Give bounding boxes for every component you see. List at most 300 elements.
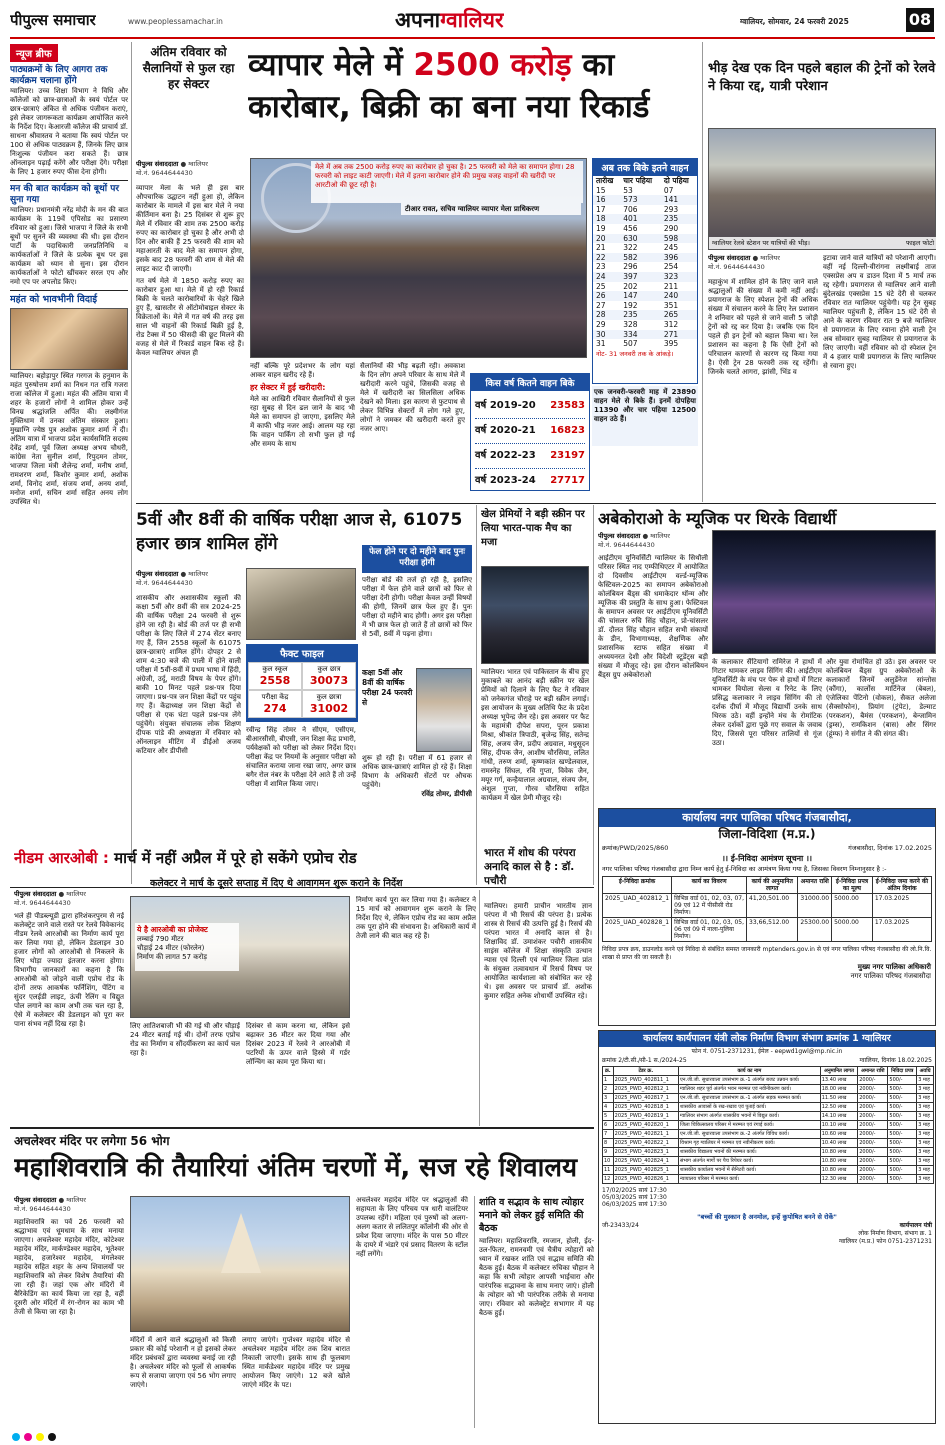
shiv-body-col1: महाशिवरात्रि का पर्व 26 फरवरी को श्रद्धाभाव एवं धूमधाम के साथ मनाया जाएगा। अचलेश्वर महादेव मंदिर, कोटेश्वर महादेव मंदिर, मार्कण्डेश्वर महादेव, भूतेश्वर महादेव, हजारेश्वर महादेव, मंगलेश्वर महादेव सहित शहर के अन्य शिवालयों पर महाशिवरात्रि को लेकर विशेष तैयारियां की जा रही हैं। जहां एक ओर मंदिरों में बैरिकेडिंग का कार्य किया जा रहा है, वहीं दूसरी ओर मंदिरों में रंग-रोगन का काम भी तेजी से किया जा रहा है। [14, 1218, 124, 1316]
year-value: 27717 [550, 475, 585, 486]
nagar-header: कार्य का विवरण [672, 877, 747, 894]
sales-cell: 24 [596, 271, 606, 281]
sales-row [593, 291, 697, 301]
pwd-cell: 3 माह [917, 1085, 934, 1094]
sales-cell: 296 [623, 262, 638, 272]
pwd-cell: 3 माह [917, 1076, 934, 1085]
sales-cell: 18 [596, 214, 606, 224]
pwd-header: टेंडर क्र. [613, 1067, 678, 1076]
masthead-rule [10, 37, 935, 39]
exam-box-headline: फेल होने पर दो महीने बाद पुनः परीक्षा होगी [362, 545, 472, 573]
sales-cell: 271 [663, 329, 679, 339]
fact-file-box: फैक्ट फाइल कुल स्कूल 2558 कुल छात्र 30073 परीक्षा केंद्र 274 कुल छात्रा 31002 [246, 644, 358, 722]
brief-headline-3: महंत को भावभीनी विदाई [10, 294, 98, 305]
sales-row [593, 205, 697, 215]
pwd-cell: संभाग अंतर्गत मार्गों पर पैच रिपेयर कार्य। [678, 1157, 820, 1166]
fair-body-col3: सैलानियों की भीड़ बढ़ती रही। अवकाश के दिन लोग अपने परिवार के साथ मेले में खरीदारी करने पहुंचे, जिसकी वजह से मेले में खरीदारी का सिलसिला अधिक देखने को मिला। इस कारण से फुटपाथ से लेकर विभिन्न सेक्टरों में लोग गले हुए, लोगों ने जमकर की खरीदारी करते हुए नजर आए। [360, 362, 465, 433]
sales-row [593, 224, 697, 234]
pwd-cell: 14.10 लाख [820, 1112, 857, 1121]
pwd-row [603, 1076, 934, 1085]
fact-label: परीक्षा केंद्र [261, 693, 289, 701]
sales-cell: 20 [596, 233, 606, 243]
pwd-cell: 2000/- [858, 1103, 888, 1112]
music-byline: पीपुल्स संवाददाता ● ग्वालियर मो.नं. 9644644430 [598, 532, 670, 549]
sales-cell: 351 [663, 300, 679, 310]
pwd-cell: शासकीय विद्यालय भवनों की मरम्मत कार्य। [678, 1148, 820, 1157]
shiv-body-col2: मंदिरों में आने वाले श्रद्धालुओं को किसी प्रकार की कोई परेशानी न हो इसको लेकर मंदिर प्रबंधकों द्वारा व्यवस्था बनाई जा रही है। अचलेश्वर मंदिर को फूलों से आकर्षक रूप से सजाया जाएगा एवं 56 भोग लगाए जाएंगे। [130, 1336, 236, 1389]
pwd-cell: 3 माह [917, 1175, 934, 1184]
pwd-cell: 500/- [888, 1103, 917, 1112]
fact-value: 30073 [309, 674, 349, 687]
paper-logo: पीपुल्स समाचार [10, 11, 96, 29]
sales-cell: 26 [596, 291, 606, 301]
shodh-headline: भारत में शोध की परंपरा अनादि काल से है : डॉ. पचौरी [484, 847, 576, 887]
nagar-cell: विभिन्न वार्ड 01, 02, 03, 07, 09 एवं 12 में पीसीसी रोड निर्माण। [672, 894, 747, 918]
registration-mark-black [48, 1433, 56, 1441]
sales-cell: 456 [623, 223, 638, 233]
year-row [475, 419, 585, 444]
pwd-cell: 5 [603, 1112, 614, 1121]
nagar-cell: 5000.00 [832, 894, 873, 918]
pwd-cell: 10.80 लाख [820, 1166, 857, 1175]
pwd-cell: 3 [603, 1094, 614, 1103]
exam-box-body: परीक्षा बोर्ड की तर्ज हो रही है, इसलिए परीक्षा में फेल होने वाले छात्रों को फिर से परीक्षा देनी होगी। परीक्षा केवल उन्हीं विषयों की होगी, जिनमें छात्र फेल हुए हैं। पुनः परीक्षा दो महीने बाद होगी। अगर इस परीक्षा में भी छात्र फेल हो जाते हैं तो छात्रों को फिर से 5वीं, 8वीं में पढ़ना होगा। [362, 576, 472, 638]
pwd-row [603, 1112, 934, 1121]
year-label: वर्ष 2020-21 [475, 425, 536, 436]
pwd-cell: जिला चिकित्सालय परिसर में मरम्मत एवं रंगाई कार्य। [678, 1121, 820, 1130]
train-body-col1: महाकुंभ में शामिल होने के लिए जाने वाले श्रद्धालुओं की संख्या में कमी नहीं आई। प्रयागराज के लिए स्पेशल ट्रेनों की अधिक संख्या में संचालन करने के लिए रेल प्रशासन ने शनिवार को पहले से जाने वाली 5 जोड़ी ट्रेनों को रद्द कर दिया है। जबकि एक दिन पहले ही इन ट्रेनों को बहाल किया था। रेल प्रशासन का कहना है कि ऐसी ट्रेनों को परिचालन कारणों से कारण रद्द किया गया है। ऐसी ट्रेन 28 फरवरी तक रद्द रहेंगी। जिनके चलते आगरा, झांसी, भिंड व [708, 278, 818, 376]
fact-cell [248, 662, 302, 690]
brief-headline-2: मन की बात कार्यक्रम को बूथों पर सुना गया [10, 184, 120, 205]
pwd-cell: 3 माह [917, 1157, 934, 1166]
pwd-cell: 2025_PWD_402820_1 [613, 1121, 678, 1130]
nagar-cell: 5000.00 [832, 918, 873, 942]
pwd-cell: 2000/- [858, 1112, 888, 1121]
nagar-header: कार्य की अनुमानित लागत [747, 877, 798, 894]
nagar-cell: 17.03.2025 [872, 918, 931, 942]
year-label: वर्ष 2023-24 [475, 475, 536, 486]
sales-cell: 53 [623, 185, 633, 195]
pwd-row [603, 1157, 934, 1166]
website: www.peoplessamachar.in [128, 17, 223, 26]
rob-info-box: ये है आरओबी का प्रोजेक्ट लम्बाई 790 मीटर चौड़ाई 24 मीटर (फोरलेन) निर्माण की लागत 57 करोड़ [135, 923, 239, 971]
sales-row [593, 310, 697, 320]
pwd-cell: 3 माह [917, 1103, 934, 1112]
pwd-cell: 4 [603, 1103, 614, 1112]
year-value: 16823 [550, 425, 585, 436]
needam-headline: नीडम आरओबी : मार्च में नहीं अप्रैल में पूरे हो सकेंगे एप्रोच रोड [14, 849, 357, 867]
pwd-cell: 2000/- [858, 1130, 888, 1139]
sales-cell: 395 [663, 339, 679, 349]
fair-headline: व्यापार मेले में 2500 करोड़ का कारोबार, बिक्री का बना नया रिकार्ड [248, 47, 650, 125]
fact-cell [302, 690, 356, 718]
sales-cell: 396 [663, 252, 679, 262]
exam-body-col2: रवीन्द्र सिंह तोमर ने सीएम, एसीएम, बीआरसीसी, बीएसी, जन शिक्षा केंद्र प्रभारी, पर्यवेक्षकों को परीक्षा को लेकर निर्देश दिए। परीक्षा केंद्र पर नियमों के अनुसार परीक्षा को संचालित कराया जाना रखा जाए, अगर छात्र बगैर रोल नंबर के परीक्षा देने आते हैं तो उन्हें परीक्षा में शामिल किया जाए। [246, 726, 356, 788]
sales-footnote: एक जनवरी-फरवरी माह में 23890 वाहन मेले से बिके हैं। इनमें दोपहिया 11390 और चार पहिया 12500 वाहन उठे हैं। [592, 386, 698, 446]
fair-crowd-photo [250, 158, 587, 358]
music-headline: अबेकोराओ के म्यूजिक पर थिरके विद्यार्थी [598, 509, 837, 528]
sales-cell: 323 [663, 271, 679, 281]
pwd-tender-table [602, 1066, 934, 1184]
fact-label: कुल छात्र [317, 665, 341, 673]
sales-row [593, 234, 697, 244]
pwd-cell: 18.00 लाख [820, 1085, 857, 1094]
pwd-header: अवधि [917, 1067, 934, 1076]
pwd-cell: 10 [603, 1157, 614, 1166]
vehicle-sales-table: अब तक बिके इतने वाहन तारीख चार पहिया दो पहिया 15 53 07 16 573 141 17 706 293 18 401 235 19 456 290 20 630 598 21 322 245 22 582 396 23 296 254 24 397 323 25 202 211 26 147 240 27 192 351 28 235 265 29 328 312 30 334 271 31 507 395 नोट- 31 जनवरी तक के आंकड़े। [592, 158, 698, 384]
pwd-row [603, 1103, 934, 1112]
sales-row [593, 320, 697, 330]
needam-body-col1: भले ही पीडब्ल्यूडी द्वारा हरिशंकरपुरम से नई कलेक्ट्रेट जाने वाले रास्ते पर रेलवे विवेकानंद नीडम रेलवे आरओबी का निर्माण कार्य पूरा कर लिया गया हो, लेकिन डेडलाइन 30 हजार लोगों को आरओबी से निकलने के लिए थोड़ा ज्यादा इंतजार करना होगा। विभागीय जानकारों का कहना है कि आरओबी को जोड़ने वाली एप्रोच रोड के दोनों तरफ आकर्षक फर्निशिंग, पेंटिंग व सुंदर एलईडी लाइट, ऊंची रेलिंग व विद्युत पोल लगाने का काम अभी तक चल रहा है, ऐसे में कलेक्टर की डेडलाइन को पूरा कर पाना संभव नहीं दिख रहा है। [14, 912, 124, 1028]
nagar-cell: विभिन्न वार्ड 01, 02, 03, 05, 06 एवं 09 में नाला-पुलिया निर्माण। [672, 918, 747, 942]
pwd-cell: 2025_PWD_402821_1 [613, 1130, 678, 1139]
shiv-headline: महाशिवरात्रि की तैयारियां अंतिम चरणों में, सज रहे शिवालय [14, 1153, 578, 1183]
sales-cell: 23 [596, 262, 606, 272]
nagar-cell: 17.03.2025 [872, 894, 931, 918]
pwd-cell: 2025_PWD_402823_1 [613, 1148, 678, 1157]
pwd-cell: 2025_PWD_402818_1 [613, 1103, 678, 1112]
sales-cell: 147 [623, 291, 638, 301]
train-photo-caption: ग्वालियर रेलवे स्टेशन पर यात्रियों की भीड़। [712, 239, 810, 247]
fair-body-col1: व्यापार मेला के भले ही इस बार औपचारिक उद्घाटन नहीं हुआ हो, लेकिन कारोबार के मामले में इस बार मेले ने नया कीर्तिमान बना है। 25 दिसंबर से शुरू हुए मेले में रविवार की शाम तक 2500 करोड़ रुपए का कारोबार हो चुका है और अभी दो दिन और बाकी हैं 25 फरवरी की शाम को महाआरती के बाद मेले का समापन होगा, इसके बाद 28 फरवरी की शाम से मेले की लाइट काट दी जाएगी। गत वर्ष मेले में 1850 करोड़ रुपए का कारोबार हुआ था। मेले में हो रही रिकार्ड बिक्री के चलते कारोबारियों के चेहरे खिले हुए हैं, खासतौर से ऑटोमोबाइल सेक्टर के विक्रेताओं के। मेले में गत वर्ष की तरह इस साल भी वाहनों की रिकार्ड बिक्री हुई है, रोड टैक्स में 50 फीसदी की छूट मिलने की वजह से मेले में रिकार्ड वाहन बिक रहे हैं। केवल ग्वालियर अंचल ही [136, 184, 244, 357]
brief-text-2: ग्वालियर। प्रधानमंत्री नरेंद्र मोदी के मन की बात कार्यक्रम के 119वें एपिसोड का प्रसारण रविवार को हुआ। जिसे भाजपा ने जिले के सभी बूथों पर सुनने की व्यवस्था की थी। इस दौरान पार्टी के पदाधिकारी जनप्रतिनिधि व कार्यकर्ताओं ने जिले के प्रत्येक बूथ पर इस कार्यक्रम को ध्यान से सुना। इस दौरान कार्यकर्ताओं ने फोटो खींचकर सरल एप और नमो एप पर अपलोड किए। [10, 206, 128, 286]
pwd-office: कार्यालय कार्यपालन यंत्री लोक निर्माण विभाग संभाग क्रमांक 1 ग्वालियर [599, 1031, 935, 1047]
pwd-cell: 3 माह [917, 1166, 934, 1175]
pwd-cell: 13.40 लाख [820, 1076, 857, 1085]
sales-cell: 15 [596, 185, 606, 195]
yearly-sales-box: किस वर्ष कितने वाहन बिके वर्ष 2019-20 23583 वर्ष 2020-21 16823 वर्ष 2022-23 23197 वर्ष 2023-24 27717 [470, 373, 590, 491]
pwd-cell: 2025_PWD_402822_1 [613, 1139, 678, 1148]
pwd-cell: 2000/- [858, 1076, 888, 1085]
sales-cell: 401 [623, 214, 638, 224]
sales-cell: 192 [623, 300, 638, 310]
pwd-cell: 12 [603, 1175, 614, 1184]
sales-cell: 507 [623, 339, 638, 349]
pwd-cell: 12.30 लाख [820, 1175, 857, 1184]
pwd-cell: 10.40 लाख [820, 1139, 857, 1148]
pwd-cell: एन.जी.जी. सुधारवाला उपसंभाग क्र.-2 अंतर्गत विविध कार्य। [678, 1130, 820, 1139]
fair-caption: मेले में अब तक 2500 करोड़ रुपए का कारोबार हो चुका है। 25 फरवरी को मेले का समापन होगा। 28 फरवरी को लाइट काटी जाएगी। मेले में इतना कारोबार होने की प्रमुख वजह वाहनों की खरीदी पर आरटीओ की छूट रही है। [311, 161, 583, 203]
pwd-cell: 2000/- [858, 1094, 888, 1103]
pwd-cell: 3 माह [917, 1139, 934, 1148]
pwd-cell: 1 [603, 1076, 614, 1085]
pwd-cell: 500/- [888, 1157, 917, 1166]
pwd-cell: 2000/- [858, 1139, 888, 1148]
pwd-cell: 2025_PWD_402817_1 [613, 1094, 678, 1103]
fact-value: 2558 [259, 674, 291, 687]
nagar-header: ई-निविदा प्रपत्र का मूल्य [832, 877, 873, 894]
sales-cell: 293 [663, 204, 679, 214]
sales-cell: 312 [663, 319, 679, 329]
exam-quote-body: शुरू हो रही है। परीक्षा में 61 हजार से अधिक छात्र-छात्राएं शामिल हो रहे हैं। शिक्षा विभाग के अधिकारी सेंटरों पर औचक पहुंचेंगे। रविंद्र तोमर, डीपीसी [362, 754, 472, 798]
fact-value: 274 [263, 702, 287, 715]
shiv-body-col4: अचलेश्वर महादेव मंदिर पर श्रद्धालुओं की सहायता के लिए परिचय पत्र धारी वालंटियर उपलब्ध रहेंगे। महिला एवं पुरुषों को अलग-अलग कतार से ललितपुर कॉलोनी की ओर से प्रवेश दिया जाएगा। मंदिर के पास 50 मीटर के दायरे में भंडारे एवं प्रसाद वितरण के स्टॉल नहीं लगेंगे। [356, 1196, 468, 1258]
sales-cell: 07 [663, 185, 674, 195]
sales-cell: 27 [596, 300, 606, 310]
fact-value: 31002 [309, 702, 349, 715]
fair-kicker: अंतिम रविवार को सैलानियों से फुल रहा हर सेक्टर [142, 45, 235, 91]
sales-cell: 22 [596, 252, 606, 262]
fact-label: कुल स्कूल [262, 665, 288, 673]
temple-photo [130, 1196, 350, 1332]
pwd-cell: 2000/- [858, 1148, 888, 1157]
year-row [475, 469, 585, 491]
sales-cell: 573 [623, 195, 638, 205]
nagar-office: कार्यालय नगर पालिका परिषद गंजबासौदा, [599, 809, 935, 827]
brief-headline-1: पाठ्यक्रमों के लिए आगरा तक कार्यक्रम चलाना होंगे [10, 65, 108, 86]
sales-row [593, 262, 697, 272]
sales-row [593, 339, 697, 349]
sales-row [593, 301, 697, 311]
sales-cell: 25 [596, 281, 606, 291]
pwd-cell: 500/- [888, 1094, 917, 1103]
pwd-cell: एन.जी.जी. सुधारवाला उपसंभाग क्र.-1 अंतर्गत बजट उन्नयन कार्य। [678, 1076, 820, 1085]
pwd-row [603, 1121, 934, 1130]
nagar-cell: 41,20,501.00 [747, 894, 798, 918]
sales-cell: 397 [623, 271, 638, 281]
pwd-cell: 2025_PWD_402811_1 [613, 1076, 678, 1085]
pwd-date: 06/03/2025 सायं 17:30 [602, 1201, 667, 1208]
pwd-header: कार्य का नाम [678, 1067, 820, 1076]
sales-row [593, 186, 697, 196]
pwd-header: अमानत राशि [858, 1067, 888, 1076]
pwd-cell: 10.60 लाख [820, 1130, 857, 1139]
needam-body-col2: लिए आतिशबाजी भी की गई थी और चौड़ाई 24 मीटर बताई गई थी। दोनों तरफ एप्रोच रोड का निर्माण व सौंदर्यीकरण का कार्य चल रहा है। [130, 1022, 240, 1057]
sales-cell: 265 [663, 310, 679, 320]
year-value: 23583 [550, 400, 585, 411]
needam-byline: पीपुल्स संवाददाता ● ग्वालियर मो.नं. 9644644430 [14, 890, 86, 907]
sales-cell: 235 [663, 214, 679, 224]
nagar-cell: 31000.00 [798, 894, 832, 918]
pwd-cell: न्यायालय परिसर में मरम्मत कार्य। [678, 1175, 820, 1184]
pwd-cell: 500/- [888, 1166, 917, 1175]
pwd-row [603, 1130, 934, 1139]
sales-cell: 141 [663, 195, 679, 205]
pwd-cell: 12.50 लाख [820, 1103, 857, 1112]
cricket-headline: खेल प्रेमियों ने बड़ी स्क्रीन पर लिया भारत-पाक मैच का मजा [481, 509, 585, 548]
train-byline: पीपुल्स संवाददाता ● ग्वालियर मो.नं. 9644644430 [708, 254, 780, 271]
sales-row [593, 272, 697, 282]
train-headline: भीड़ देख एक दिन पहले बहाल की ट्रेनों को रेलवे ने किया रद्द, यात्री परेशान [708, 61, 936, 94]
registration-mark-yellow [36, 1433, 44, 1441]
pwd-cell: 2025_PWD_402812_1 [613, 1085, 678, 1094]
sales-cell: 598 [663, 233, 679, 243]
nagar-district: जिला-विदिशा (म.प्र.) [718, 827, 816, 841]
pwd-cell: 3 माह [917, 1121, 934, 1130]
concert-photo [712, 530, 936, 654]
pwd-row [603, 1139, 934, 1148]
page-number: 08 [906, 8, 934, 32]
pwd-cell: 6 [603, 1121, 614, 1130]
sales-cell: 240 [663, 291, 679, 301]
sales-cell: 582 [623, 252, 638, 262]
pwd-date: 05/03/2025 सायं 17:30 [602, 1194, 667, 1201]
pwd-header: निविदा प्रपत्र [888, 1067, 917, 1076]
sales-cell: 328 [623, 319, 638, 329]
music-body-col2: के कलाकार सैंटियागो रामिरेज ने हाथों में गिटार थामकर लाइव सिंगिंग की। आईटीएम यूनिवर्सिटी के मंच पर पेरू से हाथों में गिटार थामकर वियोला सेल्स व रिनेट के लिए प्रसिद्ध कलाकार ने लाइव सिंगिंग की तो दर्शक दीर्घा में मौजूद विद्यार्थी उनके साथ थिरक उठे। वहीं इन्होंने मंच के रोमांटिक लेकर दर्शकों द्वारा पूछे गए सवाल के जवाब दिए, जिससे पूरा परिसर तालियों से गूंज उठा। [712, 658, 822, 747]
needam-subhead: कलेक्टर ने मार्च के दूसरे सप्ताह में दिए थे आवागमन शुरू कराने के निर्देश [150, 878, 403, 889]
nagar-header: ई-निविदा जमा करने की अंतिम दिनांक [872, 877, 931, 894]
pwd-cell: 7 [603, 1130, 614, 1139]
pwd-cell: विश्राम गृह ग्वालियर में मरम्मत एवं नवीनीकरण कार्य। [678, 1139, 820, 1148]
cricket-screen-photo [481, 566, 589, 664]
cricket-body: ग्वालियर। भारत एवं पाकिस्तान के बीच हुए मुकाबले का आनंद बड़ी स्क्रीन पर खेल प्रेमियों को दिलाने के लिए फैट ने रविवार को जनेकगंज चौराहे पर बड़ी स्क्रीन लगाई। इस आयोजन के मुख्य अतिथि फैट के प्रदेश अध्यक्ष भूपेन्द्र जैन रहे। इस अवसर पर फैट के महामंत्री दीपेश सपरा, पूरन प्रकाश मिश्रा, श्रीकांत त्रिपाठी, बृजेन्द्र सिंह, सतेन्द्र सिंह, अजय जैन, प्रदीप अग्रवाल, मधुसूदन सिंह, दीपक जैन, आशीष चौरसिया, ललित गांधी, तरुण शर्मा, कृष्णकांत खण्डेलवाल, रामस्नेह सिंघल, रवि गुप्ता, विवेक जैन, मयूर गर्ग, कन्हैयालाल अग्रवाल, संजय जैन, अंशुल गुप्ता, गौरव चौरसिया सहित कार्यक्रम में खेल प्रेमी मौजूद रहे। [481, 668, 589, 802]
pwd-cell: 2 [603, 1085, 614, 1094]
sales-row [593, 243, 697, 253]
exam-headline: 5वीं और 8वीं की वार्षिक परीक्षा आज से, 61075 हजार छात्र शामिल होंगे [136, 510, 463, 554]
pwd-cell: 10.80 लाख [820, 1157, 857, 1166]
pwd-cell: शासकीय आवासों के रख-रखाव एवं पुताई कार्य। [678, 1103, 820, 1112]
shiv-kicker: अचलेश्वर मंदिर पर लगेगा 56 भोग [14, 1134, 170, 1148]
nagar-cell: 2025_UAD_402828_1 [603, 918, 672, 942]
sales-cell: 254 [663, 262, 679, 272]
sales-cell: 245 [663, 243, 679, 253]
pwd-row [603, 1148, 934, 1157]
sales-cell: 17 [596, 204, 606, 214]
sales-cell: 334 [623, 329, 638, 339]
sales-row [593, 253, 697, 263]
pwd-tender-ad: कार्यालय कार्यपालन यंत्री लोक निर्माण विभाग संभाग क्रमांक 1 ग्वालियर फोन नं. 0751-2371231, ईमेल - eepwd1gwl@mp.nic.in क्रमांक 2/टी.सी./सी-1 स./2024-25 ग्वालियर, दिनांक 18.02.2025 क्र. टेंडर क्र. कार्य का नाम अनुमानित लागत अमानत राशि निविदा प्रपत्र अवधि 1 2025_PWD_402811_1 एन.जी.जी. सुधारवाला उपसंभाग क्र.-1 अंतर्गत बजट उन्नयन कार्य। 13.40 लाख 2000/- 500/- 3 माह 2 2025_PWD_402812_1 ग्वालियर शहर पूर्व अंतर्गत भवन मरम्मत एवं नवीनीकरण कार्य। 18.00 लाख 2000/- 500/- 3 माह 3 2025_PWD_402817_1 एन.जी.जी. सुधारवाला उपसंभाग क्र.-1 अंतर्गत सड़क मरम्मत कार्य। 11.50 लाख 2000/- 500/- 3 माह 4 2025_PWD_402818_1 शासकीय आवासों के रख-रखाव एवं पुताई कार्य। 12.50 लाख 2000/- 500/- 3 माह 5 2025_PWD_402819_1 ग्वालियर संभाग अंतर्गत शासकीय भवनों में विद्युत कार्य। 14.10 लाख 2000/- 500/- 3 माह 6 2025_PWD_402820_1 जिला चिकित्सालय परिसर में मरम्मत एवं रंगाई कार्य। 10.10 लाख 2000/- 500/- 3 माह 7 2025_PWD_402821_1 एन.जी.जी. सुधारवाला उपसंभाग क्र.-2 अंतर्गत विविध कार्य। 10.60 लाख 2000/- 500/- 3 माह 8 2025_PWD_402822_1 विश्राम गृह ग्वालियर में मरम्मत एवं नवीनीकरण कार्य। 10.40 लाख 2000/- 500/- 3 माह 9 2025_PWD_402823_1 शासकीय विद्यालय भवनों की मरम्मत कार्य। 10.80 लाख 2000/- 500/- 3 माह 10 2025_PWD_402824_1 संभाग अंतर्गत मार्गों पर पैच रिपेयर कार्य। 10.80 लाख 2000/- 500/- 3 माह 11 2025_PWD_402825_1 शासकीय कार्यालय भवनों में सैनिटरी कार्य। 10.80 लाख 2000/- 500/- 3 माह 12 2025_PWD_402826_1 न्यायालय परिसर में मरम्मत कार्य। 12.30 लाख 2000/- 500/- 3 माह 17/02/2025 सायं 17:30 05/03/2025 सायं 17:30 06/03/2025 सायं 17:30 "बच्चों की मुस्कान है अनमोल, इन्हें कुपोषित बनने से रोकें" जी-23433/24 कार्यपालन यंत्री लोक निर्माण विभाग, संभाग क्र. 1 ग्वालियर (म.प्र.) फोन 0751-2371231 [598, 1030, 936, 1424]
pwd-cell: 2025_PWD_402825_1 [613, 1166, 678, 1175]
funeral-photo [10, 308, 128, 370]
pwd-cell: 3 माह [917, 1094, 934, 1103]
sales-cell: 29 [596, 319, 606, 329]
fair-byline: पीपुल्स संवाददाता ● ग्वालियर मो.नं. 9644644430 [136, 160, 208, 177]
pwd-cell: ग्वालियर संभाग अंतर्गत शासकीय भवनों में विद्युत कार्य। [678, 1112, 820, 1121]
pwd-cell: 500/- [888, 1112, 917, 1121]
news-brief-column [10, 42, 128, 882]
brief-text-3: ग्वालियर। बहोड़ापुर स्थित गरगज के हनुमान के महंत पुरुषोत्तम शर्मा का निधन गत रात्रि गजरा राजा कॉलेज में हुआ। महंत की अंतिम यात्रा में शहर के हजारों लोगों ने शामिल होकर उन्हें विनम्र श्रद्धांजलि अर्पित की। लक्ष्मीगंज मुक्तिधाम में उनका अंतिम संस्कार हुआ। मुखाग्नि ज्येष्ठ पुत्र अशोक कुमार शर्मा ने दी। अंतिम यात्रा में भाजपा प्रदेश कार्यसमिति सदस्य देवेंद्र शर्मा, पूर्व जिला अध्यक्ष अभय चौधरी, कांग्रेस नेता सुनील शर्मा, रिपुदमन तोमर, भाजपा जिला मंत्री शैलेन्द्र शर्मा, मनीष शर्मा, रामशरण शर्मा, किशोर कुमार शर्मा, अशोक शर्मा, विनोद शर्मा, संजय शर्मा, अनय शर्मा, मनोज शर्मा, सचिन शर्मा सहित अनय लोग उपस्थित थे। [10, 372, 128, 506]
nagar-header: ई-निविदा क्रमांक [603, 877, 672, 894]
fair-quote: टीआर रावत, सचिव ग्वालियर व्यापार मेला प्राधिकरण [401, 203, 581, 215]
nagar-row [603, 918, 932, 942]
registration-mark-cyan [12, 1433, 20, 1441]
pwd-cell: 2025_PWD_402824_1 [613, 1157, 678, 1166]
pwd-cell: 3 माह [917, 1130, 934, 1139]
section-title: अपनाग्वालियर [395, 8, 504, 32]
pwd-cell: 9 [603, 1148, 614, 1157]
sales-cell: 19 [596, 223, 606, 233]
fact-label: कुल छात्रा [316, 693, 342, 701]
pwd-header: क्र. [603, 1067, 614, 1076]
sales-row [593, 282, 697, 292]
sales-row [593, 214, 697, 224]
music-body-col3: और युवा रोमांचित हो उठे। इस अवसर पर कोलंबियन बैंड्स ग्रुप अबेकोराओ के कलाकारों जिनमें अलुर्डेनेज सांन्तोस (कौंगा), कार्लोस मार्टिनेज (बेबल), एंजेलिका पेंटिनो (वोकल), सैकत अलेजा (सैक्सोफोन), प्रियांग (ट्रंपेट), डेल्माट (परकशन), बैमंस (परकशन), बेन्जामिन (ड्रम्स), रामकिशन (बास) और सिंगर (हूंम्फ) ने संगीत ने की संगत की। [826, 658, 936, 738]
nagar-header: अमानत राशि [798, 877, 832, 894]
sales-cell: 630 [623, 233, 638, 243]
pwd-cell: 500/- [888, 1121, 917, 1130]
sales-cell: 16 [596, 195, 606, 205]
exam-byline: पीपुल्स संवाददाता ● ग्वालियर मो.नं. 9644644430 [136, 570, 208, 587]
fact-cell [302, 662, 356, 690]
nagar-palika-tender-ad: कार्यालय नगर पालिका परिषद गंजबासौदा, जिला-विदिशा (म.प्र.) क्रमांक/PWD/2025/860 गंजबासौदा, दिनांक 17.02.2025 ।। ई-निविदा आमंत्रण सूचना ।। नगर पालिका परिषद गंजबासौदा द्वारा निम्न कार्य हेतु ई-निविदा का आमंत्रण किया गया है, जिसका विवरण निम्नानुसार है :- ई-निविदा क्रमांक कार्य का विवरण कार्य की अनुमानित लागत अमानत राशि ई-निविदा प्रपत्र का मूल्य ई-निविदा जमा करने की अंतिम दिनांक 2025_UAD_402812_1 विभिन्न वार्ड 01, 02, 03, 07, 09 एवं 12 में पीसीसी रोड निर्माण। 41,20,501.00 31000.00 5000.00 17.03.2025 2025_UAD_402828_1 विभिन्न वार्ड 01, 02, 03, 05, 06 एवं 09 में नाला-पुलिया निर्माण। 33,66,512.00 25300.00 5000.00 17.03.2025 निविदा प्रपत्र क्रय, डाउनलोड करने एवं निविदा से संबंधित समस्त जानकारी mptenders.gov.in से एवं नगर पालिका परिषद गंजबासौदा की लो.नि.वि. शाखा से प्राप्त की जा सकती है। मुख्य नगर पालिका अधिकारी नगर पालिका परिषद गंजबासौदा [598, 808, 936, 1026]
nagar-row [603, 894, 932, 918]
pwd-cell: 500/- [888, 1130, 917, 1139]
year-label: वर्ष 2019-20 [475, 400, 536, 411]
nagar-cell: 2025_UAD_402812_1 [603, 894, 672, 918]
shiv-byline: पीपुल्स संवाददाता ● ग्वालियर मो.नं. 9644644430 [14, 1196, 86, 1213]
sales-cell: 21 [596, 243, 606, 253]
dpc-portrait [416, 668, 472, 752]
pwd-cell: एन.जी.जी. सुधारवाला उपसंभाग क्र.-1 अंतर्गत सड़क मरम्मत कार्य। [678, 1094, 820, 1103]
sales-row [593, 330, 697, 340]
dateline: ग्वालियर, सोमवार, 24 फरवरी 2025 [740, 17, 849, 26]
pwd-cell: 3 माह [917, 1148, 934, 1157]
pwd-cell: ग्वालियर शहर पूर्व अंतर्गत भवन मरम्मत एवं नवीनीकरण कार्य। [678, 1085, 820, 1094]
temple-spire [221, 1213, 261, 1273]
pwd-cell: 500/- [888, 1175, 917, 1184]
fact-cell [248, 690, 302, 718]
pwd-row [603, 1094, 934, 1103]
exam-classroom-photo [246, 568, 356, 640]
pwd-cell: शासकीय कार्यालय भवनों में सैनिटरी कार्य। [678, 1166, 820, 1175]
peace-committee-box: शांति व सद्भाव के साथ त्योहार मनाने को लेकर हुई समिति की बैठक ग्वालियर। महाशिवरात्रि, रमजान, होली, ईद-उल-फितर, रामनवमी एवं चैत्रीय त्योहारों को ध्यान में रखकर शांति एवं सद्भाव समिति की बैठक हुई। बैठक में कलेक्टर रुचिका चौहान ने कहा कि सभी त्योहार आपसी भाईचारा और पारंपरिक सद्भावना के साथ मनाए जाएं। होली के त्योहार को भी पारंपरिक तरीके से मनाया जाए। रविवार को कलेक्ट्रेट सभागार में यह बैठक हुई। [474, 1196, 594, 1428]
pwd-date: 17/02/2025 सायं 17:30 [602, 1187, 667, 1194]
brief-label: न्यूज ब्रीफ [10, 44, 58, 62]
year-row [475, 394, 585, 419]
exam-quote-title: कक्षा 5वीं और 8वीं की वार्षिक परीक्षा 24 फरवरी से [362, 668, 413, 707]
needam-body-col4: निर्माण कार्य पूरा कर लिया गया है। कलेक्टर ने 15 मार्च को आवागमन शुरू कराने के लिए निर्देश दिए थे, लेकिन एप्रोच रोड का काम अप्रैल तक पूरा होने की संभावना है। अधिकारी कार्य में तेजी लाने की बात कह रहे हैं। [356, 896, 476, 940]
brief-text-1: ग्वालियर। उच्च शिक्षा विभाग ने विधि और कॉलेजों को छात्र-छात्राओं के स्वयं पोर्टल पर छात्र-छात्राएं अंकित से अधिक पंजीयन कराएं, इसे लेकर जागरूकता कार्यक्रम आयोजित करने के निर्देश दिए। केआरजी कॉलेज की प्राचार्य डॉ. साधना श्रीवास्तव ने बताया कि स्वयं पोर्टल पर 100 से अधिक पाठ्यक्रम हैं, जिनके लिए छात्र निःशुल्क पंजीयन करा सकते हैं। छात्र ऑनलाइन पढ़ाई करेंगे और परीक्षा देंगे। परीक्षा के लिए 1 हजार रुपए फीस देना होगी। [10, 87, 128, 176]
pwd-cell: 3 माह [917, 1112, 934, 1121]
pwd-cell: 11.50 लाख [820, 1094, 857, 1103]
pwd-cell: 2000/- [858, 1085, 888, 1094]
fair-body-col2: नहीं बल्कि पूरे प्रदेशभर के लोग यहां आकर वाहन खरीद रहे हैं। हर सेक्टर में हुई खरीदारी: मेले का आखिरी रविवार सैलानियों से फुल रहा सुबह से दिन ढल जाने के बाद भी मेले का समापन हो जाएगा, इसलिए मेले में काफी भीड़ नजर आई। आलम यह रहा कि वाहन पार्किंग तो सभी फुल हो गई और समय के साथ [250, 362, 355, 448]
nagar-cell: 25300.00 [798, 918, 832, 942]
pwd-cell: 8 [603, 1139, 614, 1148]
pwd-cell: 10.10 लाख [820, 1121, 857, 1130]
train-body-col2: इटावा जाने वाले यात्रियों को परेशानी आएगी। वहीं नई दिल्ली-वीरांगना लक्ष्मीबाई ताज एक्सप्रेस अप व डाउन दिशा में 5 मार्च तक रद्द रहेगी। प्रयागराज से ग्वालियर आने वाली बुंदेलखंड एक्सप्रेस 15 घंटे देरी से चलकर रविवार रात ग्वालियर पहुंचेगी। यह ट्रेन सुबह ग्वालियर पहुंचती है, लेकिन 15 घंटे देरी से आने के कारण रविवार रात 9 बजे ग्वालियर से प्रयागराज के लिए रवाना होने वाली ट्रेन अब सोमवार सुबह ग्वालियर से प्रयागराज के लिए जाएगी। वहीं रविवार को दो स्पेशल ट्रेन में 4 हजार यात्री प्रयागराज के लिए ग्वालियर से रवाना हुए। [823, 254, 936, 370]
pwd-header: अनुमानित लागत [820, 1067, 857, 1076]
year-row [475, 444, 585, 469]
pwd-cell: 2025_PWD_402826_1 [613, 1175, 678, 1184]
needam-body-col3: दिसंबर से काम करना था, लेकिन इसे बढ़ाकर 36 मीटर कर दिया गया और दिसंबर 2023 में रेलवे ने आरओबी में पटरियों के ऊपर वाले हिस्से में गर्डर लॉन्चिंग का काम पूरा किया था। [246, 1022, 350, 1066]
sales-rows: तारीख चार पहिया दो पहिया 15 53 07 16 573 141 17 706 293 18 401 235 19 456 290 20 630 598 21 322 245 22 582 396 23 296 254 24 397 323 25 202 211 26 147 240 27 192 351 28 235 265 29 328 312 30 334 271 31 507 395 [593, 176, 697, 349]
registration-mark-magenta [24, 1433, 32, 1441]
year-label: वर्ष 2022-23 [475, 450, 536, 461]
pwd-cell: 10.80 लाख [820, 1148, 857, 1157]
sales-cell: 28 [596, 310, 606, 320]
masthead [10, 6, 935, 36]
pwd-cell: 2000/- [858, 1175, 888, 1184]
sales-cell: 202 [623, 281, 638, 291]
pwd-cell: 500/- [888, 1139, 917, 1148]
pwd-cell: 500/- [888, 1148, 917, 1157]
nagar-tender-table [602, 876, 932, 942]
sales-cell: 290 [663, 223, 679, 233]
sales-cell: 235 [623, 310, 638, 320]
pwd-row [603, 1166, 934, 1175]
nagar-cell: 33,66,512.00 [747, 918, 798, 942]
sales-cell: 211 [663, 281, 679, 291]
pwd-cell: 2025_PWD_402819_1 [613, 1112, 678, 1121]
music-body-col1: आईटीएम यूनिवर्सिटी ग्वालियर के सिथौली परिसर स्थित नाद एम्फीथिएटर में आयोजित दो दिवसीय आईटीएम वर्ल्ड-म्यूजिक फेस्टिवल-2025 का समापन अबेकोराओ कोलंबियन बैंड्स की धमाकेदार थॉन्म और म्यूजिक की प्रस्तुति के साथ हुआ। फेस्टिवल के समापन अवसर पर आईटीएम यूनिवर्सिटी की चांसलर रुचि सिंह चौहान, प्रो-चांसलर डॉ. दौलत सिंह चौहान सहित सभी संकायों के डीन, विभागाध्यक्ष, शैक्षणिक और प्रशासनिक स्टाफ सहित संख्या में अध्ययनरत देशी और विदेशी स्टूडेंट्स बड़ी संख्या में मौजूद रहे। इस दौरान कोलंबियन बैंड्स ग्रुप अबेकोराओ [598, 554, 708, 679]
exam-body-col1: शासकीय और अशासकीय स्कूलों की कक्षा 5वीं और 8वीं की सत्र 2024-25 की वार्षिक परीक्षा 24 फरवरी से शुरू होने जा रही है। बोर्ड की तर्ज पर ही सभी परीक्षा के लिए जिले में 274 सेंटर बनाए गए हैं, जिन 2558 स्कूलों के 61075 छात्र-छात्राएं शामिल होंगे। दोपहर 2 से शाम 4:30 बजे की पाली में होने वाली परीक्षा में 5वीं-8वीं में प्रथम भाषा में हिंदी, अंग्रेजी, उर्दू, मराठी विषय के पेपर होंगे। बाकी 10 मिनट पहले प्रश्न-पत्र दिया जाएगा। प्रश्न-पत्र जन शिक्षा केंद्रों पर पहुंच गए हैं। केंद्राध्यक्ष जन शिक्षा केंद्रों से परीक्षा से एक घंटा पहले प्रश्न-पत्र लेंगे पहुंचेंगे। संयुक्त संचालक लोक शिक्षण दीपक पांडे की अध्यक्षता में रविवार को ऑनलाइन मीटिंग में डीईओ अजय कटियार और डीपीसी [136, 594, 241, 755]
sales-cell: 322 [623, 243, 638, 253]
pwd-row [603, 1175, 934, 1184]
pwd-cell: 500/- [888, 1085, 917, 1094]
railway-crowd-photo [708, 128, 936, 250]
pwd-row [603, 1085, 934, 1094]
shodh-body: ग्वालियर। हमारी प्राचीन भारतीय ज्ञान परंपरा में भी रिसर्च की परंपरा है। प्रत्येक शास्त्र से रिसर्च की उत्पत्ति हुई है। रिसर्च की परंपरा भारत में अनादि काल से है। शिक्षाविद डॉ. उमाशंकर पचौरी शासकीय साइंस कॉलेज में शिक्षा संस्कृति उत्थान न्यास एवं दिल्ली एवं ग्वालियर जिला प्रांत के संयुक्त तत्वावधान में रिसर्च विषय पर आयोजित कार्यशाला को संबोधित कर रहे थे। इस अवसर पर प्राचार्य डॉ. अशोक कुमार सहित अनेक शोधार्थी उपस्थित रहे। [484, 902, 592, 1000]
sales-cell: 31 [596, 339, 606, 349]
sales-cell: 706 [623, 204, 638, 214]
sales-cell: 30 [596, 329, 606, 339]
train-photo-credit: फाइल फोटो [905, 239, 934, 247]
year-value: 23197 [550, 450, 585, 461]
rob-construction-photo [130, 896, 350, 1018]
pwd-cell: 11 [603, 1166, 614, 1175]
